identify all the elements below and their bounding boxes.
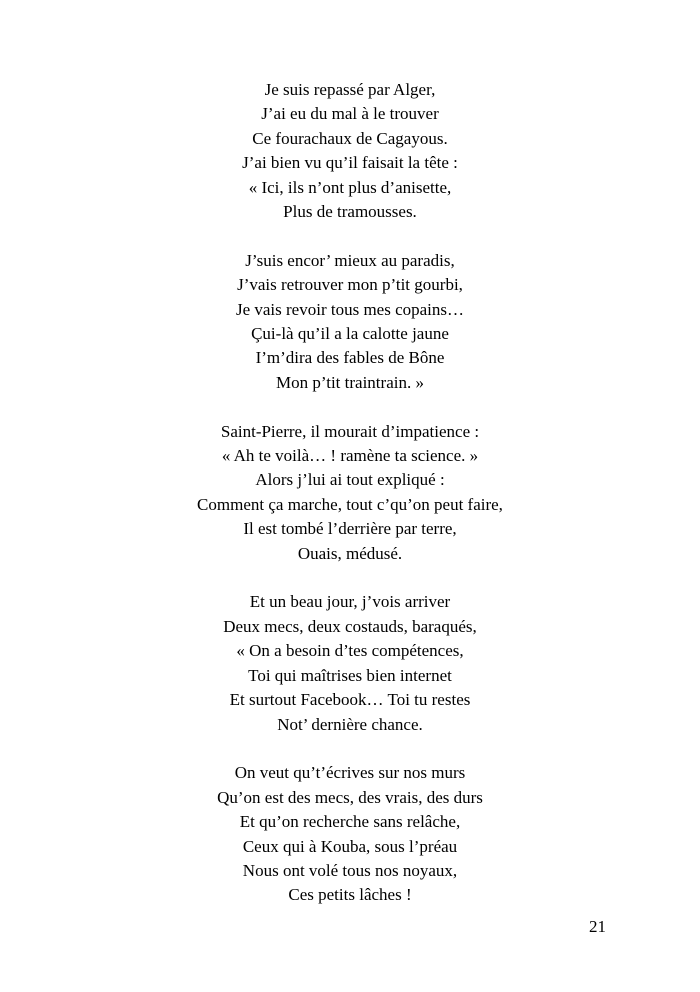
poem-line: Toi qui maîtrises bien internet (248, 665, 452, 685)
stanza-5 (0, 761, 700, 907)
poem-line: I’m’dira des fables de Bône (255, 348, 445, 368)
stanza-2 (0, 249, 700, 395)
poem-line: Qu’on est des mecs, des vrais, des durs (217, 787, 483, 807)
poem-line: J’vais retrouver mon p’tit gourbi, (237, 275, 463, 295)
poem-line: « Ah te voilà… ! ramène ta science. » (221, 446, 479, 466)
poem-line: Et un beau jour, j’vois arriver (249, 592, 451, 612)
poem-line: Il est tombé l’derrière par terre, (243, 519, 457, 539)
poem-line: Comment ça marche, tout c’qu’on peut faire, (197, 494, 503, 514)
poem-line: J’ai bien vu qu’il faisait la tête : (242, 153, 458, 173)
stanza-3 (0, 420, 700, 566)
poem-line: Çui-là qu’il a la calotte jaune (251, 324, 449, 344)
poem-line: Et surtout Facebook… Toi tu restes (229, 690, 471, 710)
stanza-1 (0, 78, 700, 224)
poem-line: Et qu’on recherche sans relâche, (239, 812, 461, 832)
poem-line: Ouais, médusé. (297, 543, 403, 563)
poem-line: Mon p’tit traintrain. » (276, 372, 424, 392)
poem (0, 78, 700, 932)
poem-line: Ce fourachaux de Cagayous. (252, 128, 448, 148)
poem-line: Plus de tramousses. (283, 202, 417, 222)
poem-line: Alors j’lui ai tout expliqué : (255, 470, 445, 490)
poem-line: J’suis encor’ mieux au paradis, (245, 250, 455, 270)
poem-line: Je vais revoir tous mes copains… (235, 299, 465, 319)
poem-line: J’ai eu du mal à le trouver (261, 104, 439, 124)
poem-line: Saint-Pierre, il mourait d’impatience : (220, 421, 480, 441)
stanza-4 (0, 590, 700, 736)
poem-line: Je suis repassé par Alger, (264, 80, 436, 99)
poem-line: On veut qu’t’écrives sur nos murs (234, 763, 466, 783)
poem-line: Ces petits lâches ! (288, 885, 412, 905)
poem-line: Deux mecs, deux costauds, baraqués, (223, 616, 477, 636)
poem-line: Not’ dernière chance. (277, 714, 423, 734)
poem-line: Ceux qui à Kouba, sous l’préau (242, 836, 458, 856)
poem-line: « On a besoin d’tes compétences, (236, 641, 464, 661)
page-number: 21 (589, 917, 606, 936)
poem-line: Nous ont volé tous nos noyaux, (242, 860, 458, 880)
poem-line: « Ici, ils n’ont plus d’anisette, (248, 177, 452, 197)
